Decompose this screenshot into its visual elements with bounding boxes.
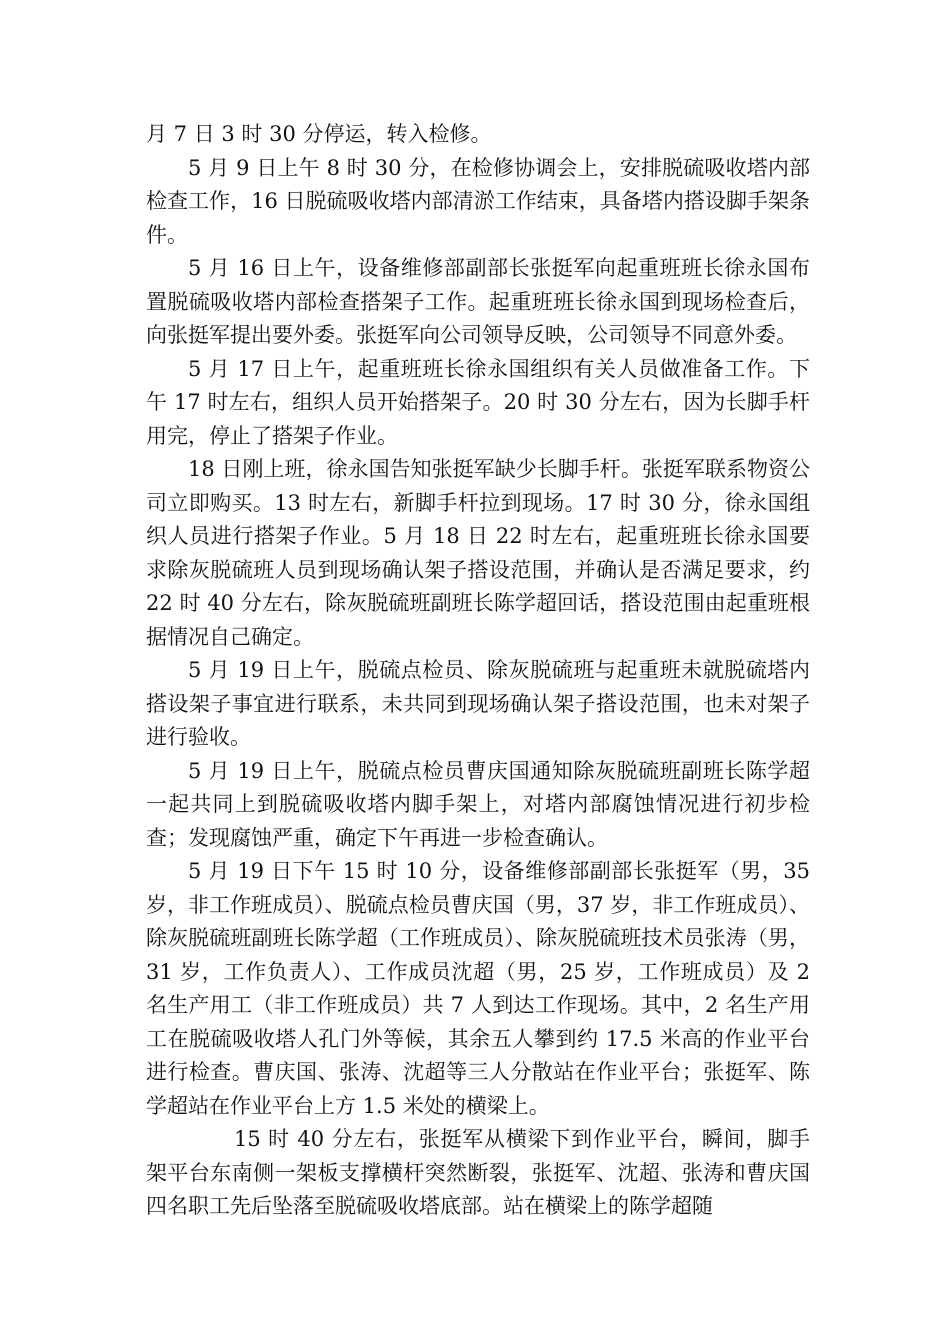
document-page (146, 118, 810, 1224)
paragraph-may-19-morning-inspection: 5 月 19 日上午，脱硫点检员曹庆国通知除灰脱硫班副班长陈学超一起共同上到脱硫吸收塔内脚手架上，对塔内部腐蚀情况进行初步检查；发现腐蚀严重，确定下午再进一步检查确认。 (146, 758, 810, 850)
paragraph-may-19-afternoon: 5 月 19 日下午 15 时 10 分，设备维修部副部长张挺军（男，35 岁，非工作班成员）、脱硫点检员曹庆国（男，37 岁，非工作班成员）、除灰脱硫班副班长陈学超（工作班成员）、除灰脱硫班技术员张涛（男，31 岁，工作负责人）、工作成员沈超（男，25 岁，工作班成员）及 2 名生产用工（非工作班成员）共 7 人到达工作现场。其中，2 名生产用工在脱硫吸收塔人孔门外等候，其余五人攀到约 17.5 米高的作业平台进行检查。曹庆国、张涛、沈超等三人分散站在作业平台；张挺军、陈学超站在作业平台上方 1.5 米处的横梁上。 (146, 859, 810, 1118)
paragraph-accident: 15 时 40 分左右，张挺军从横梁下到作业平台，瞬间，脚手架平台东南侧一架板支撑横杆突然断裂，张挺军、沈超、张涛和曹庆国四名职工先后坠落至脱硫吸收塔底部。站在横梁上的陈学超随 (146, 1127, 810, 1218)
paragraph-continuation: 月 7 日 3 时 30 分停运，转入检修。 (146, 122, 492, 146)
paragraph-may-18: 18 日刚上班，徐永国告知张挺军缺少长脚手杆。张挺军联系物资公司立即购买。13 时左右，新脚手杆拉到现场。17 时 30 分，徐永国组织人员进行搭架子作业。5 月 18 日 22 时左右，起重班班长徐永国要求除灰脱硫班人员到现场确认架子搭设范围，并确认是否满足要求，约 22 时 40 分左右，除灰脱硫班副班长陈学超回话，搭设范围由起重班根据情况自己确定。 (146, 457, 810, 649)
paragraph-may-19-morning-contact: 5 月 19 日上午，脱硫点检员、除灰脱硫班与起重班未就脱硫塔内搭设架子事宜进行联系，未共同到现场确认架子搭设范围，也未对架子进行验收。 (146, 658, 810, 749)
paragraph-may-9: 5 月 9 日上午 8 时 30 分，在检修协调会上，安排脱硫吸收塔内部检查工作，16 日脱硫吸收塔内部清淤工作结束，具备塔内搭设脚手架条件。 (146, 155, 810, 247)
paragraph-may-16: 5 月 16 日上午，设备维修部副部长张挺军向起重班班长徐永国布置脱硫吸收塔内部检查搭架子工作。起重班班长徐永国到现场检查后，向张挺军提出要外委。张挺军向公司领导反映，公司领导不同意外委。 (146, 256, 810, 347)
paragraph-may-17: 5 月 17 日上午，起重班班长徐永国组织有关人员做准备工作。下午 17 时左右，组织人员开始搭架子。20 时 30 分左右，因为长脚手杆用完，停止了搭架子作业。 (146, 356, 810, 448)
